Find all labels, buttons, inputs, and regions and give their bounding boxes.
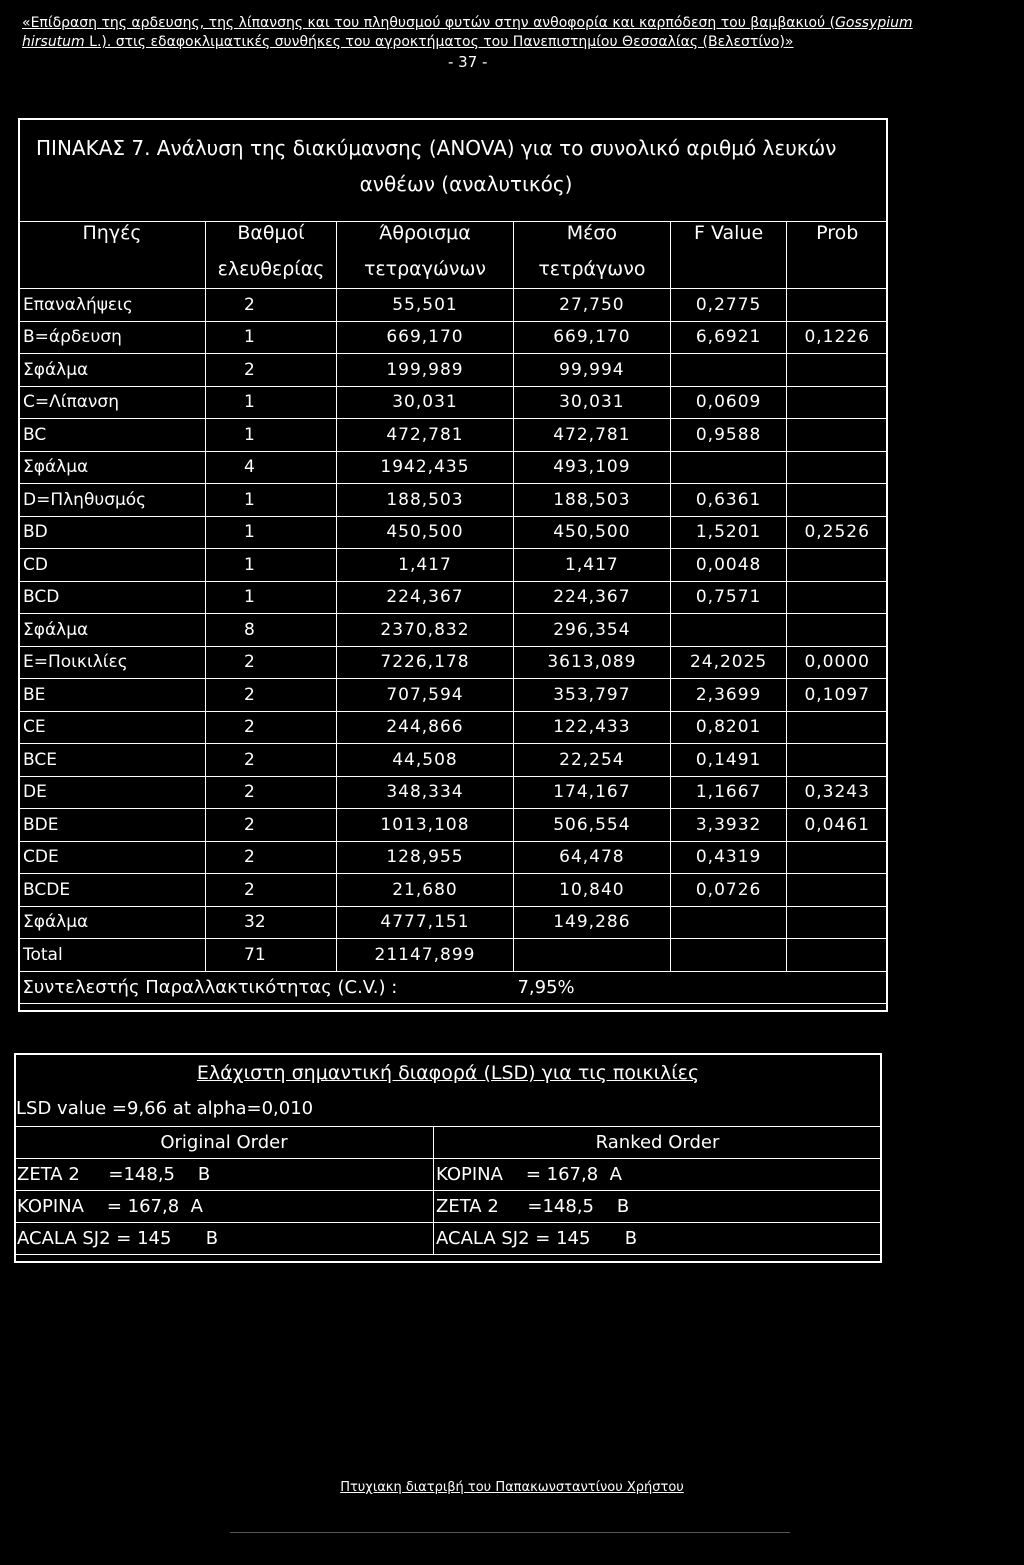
table-caption: [36, 130, 896, 202]
anova-row: [19, 614, 888, 647]
anova-df-cell: 1: [206, 516, 337, 549]
anova-ss-cell: 472,781: [337, 419, 514, 452]
anova-source-cell: C=Λίπανση: [19, 386, 206, 419]
header-ss-2: τετραγώνων: [337, 258, 514, 289]
anova-df-cell: 2: [206, 354, 337, 387]
anova-source-cell: D=Πληθυσμός: [19, 484, 206, 517]
page-footer: Πτυχιακη διατριβή του Παπακωνσταντίνου Χρήστου: [340, 1480, 684, 1495]
anova-ms-cell: 450,500: [513, 516, 670, 549]
anova-row: [19, 939, 888, 972]
anova-row: [19, 906, 888, 939]
header-df: Βαθμοί: [206, 222, 337, 259]
anova-f-cell: [670, 451, 787, 484]
anova-f-cell: 0,4319: [670, 841, 787, 874]
anova-f-cell: 24,2025: [670, 646, 787, 679]
anova-body: [19, 289, 888, 972]
anova-header-row: [19, 222, 888, 259]
anova-row: [19, 874, 888, 907]
anova-header-row-2: [19, 258, 888, 289]
anova-f-cell: 1,5201: [670, 516, 787, 549]
anova-prob-cell: [787, 841, 888, 874]
lsd-orig-cell: KOPINA = 167,8 A: [15, 1191, 434, 1223]
anova-f-cell: [670, 354, 787, 387]
anova-ms-cell: 22,254: [513, 744, 670, 777]
anova-prob-cell: 0,3243: [787, 776, 888, 809]
lsd-row: [15, 1223, 882, 1255]
anova-prob-cell: [787, 906, 888, 939]
anova-prob-cell: 0,0461: [787, 809, 888, 842]
anova-prob-cell: [787, 549, 888, 582]
anova-prob-cell: [787, 419, 888, 452]
anova-ms-cell: 27,750: [513, 289, 670, 322]
anova-prob-cell: [787, 711, 888, 744]
anova-ss-cell: 1,417: [337, 549, 514, 582]
anova-f-cell: 3,3932: [670, 809, 787, 842]
anova-prob-cell: [787, 614, 888, 647]
anova-ss-cell: 199,989: [337, 354, 514, 387]
running-header-line2: hirsutum L.). στις εδαφοκλιματικές συνθήκες του αγροκτήματος του Πανεπιστημίου Θεσσαλίας (Βελεστίνο)»: [22, 34, 794, 50]
header-prob: Prob: [787, 222, 888, 259]
anova-ss-cell: 450,500: [337, 516, 514, 549]
anova-f-cell: 0,7571: [670, 581, 787, 614]
anova-prob-cell: [787, 874, 888, 907]
anova-source-cell: CD: [19, 549, 206, 582]
anova-df-cell: 1: [206, 484, 337, 517]
anova-ms-cell: 99,994: [513, 354, 670, 387]
anova-ss-cell: 348,334: [337, 776, 514, 809]
anova-df-cell: 2: [206, 809, 337, 842]
anova-ss-cell: 2370,832: [337, 614, 514, 647]
anova-f-cell: 2,3699: [670, 679, 787, 712]
anova-ms-cell: 10,840: [513, 874, 670, 907]
anova-f-cell: 0,0048: [670, 549, 787, 582]
lsd-header-row: [15, 1127, 882, 1159]
anova-source-cell: BC: [19, 419, 206, 452]
anova-table: [18, 221, 888, 1004]
anova-ss-cell: 1942,435: [337, 451, 514, 484]
anova-df-cell: 1: [206, 581, 337, 614]
anova-row: [19, 744, 888, 777]
anova-row: [19, 484, 888, 517]
anova-ss-cell: 55,501: [337, 289, 514, 322]
anova-f-cell: 6,6921: [670, 321, 787, 354]
anova-prob-cell: [787, 354, 888, 387]
anova-f-cell: 0,0726: [670, 874, 787, 907]
anova-ms-cell: 669,170: [513, 321, 670, 354]
anova-df-cell: 4: [206, 451, 337, 484]
lsd-ranked-header: Ranked Order: [434, 1127, 882, 1159]
anova-ms-cell: 122,433: [513, 711, 670, 744]
lsd-body: [15, 1159, 882, 1255]
anova-ss-cell: 44,508: [337, 744, 514, 777]
anova-df-cell: 8: [206, 614, 337, 647]
anova-ms-cell: 30,031: [513, 386, 670, 419]
anova-df-cell: 32: [206, 906, 337, 939]
anova-df-cell: 1: [206, 549, 337, 582]
anova-source-cell: DE: [19, 776, 206, 809]
anova-row: [19, 679, 888, 712]
anova-ss-cell: 244,866: [337, 711, 514, 744]
anova-source-cell: B=άρδευση: [19, 321, 206, 354]
anova-ss-cell: 4777,151: [337, 906, 514, 939]
anova-ms-cell: 224,367: [513, 581, 670, 614]
anova-row: [19, 646, 888, 679]
anova-prob-cell: [787, 939, 888, 972]
anova-ms-cell: 3613,089: [513, 646, 670, 679]
cv-label: Συντελεστής Παραλλακτικότητας (C.V.) :: [19, 971, 514, 1004]
lsd-ranked-cell: KOPINA = 167,8 A: [434, 1159, 882, 1191]
anova-ms-cell: 188,503: [513, 484, 670, 517]
anova-ss-cell: 224,367: [337, 581, 514, 614]
header-f: F Value: [670, 222, 787, 259]
anova-df-cell: 1: [206, 419, 337, 452]
anova-row: [19, 321, 888, 354]
anova-df-cell: 2: [206, 679, 337, 712]
anova-df-cell: 2: [206, 841, 337, 874]
header-source-2: [19, 258, 206, 289]
anova-ss-cell: 21,680: [337, 874, 514, 907]
anova-ss-cell: 21147,899: [337, 939, 514, 972]
anova-f-cell: 0,9588: [670, 419, 787, 452]
anova-prob-cell: 0,1226: [787, 321, 888, 354]
anova-row: [19, 386, 888, 419]
anova-f-cell: 0,6361: [670, 484, 787, 517]
anova-row: [19, 711, 888, 744]
anova-prob-cell: [787, 744, 888, 777]
anova-f-cell: 1,1667: [670, 776, 787, 809]
anova-source-cell: BDE: [19, 809, 206, 842]
anova-source-cell: E=Ποικιλίες: [19, 646, 206, 679]
anova-prob-cell: 0,1097: [787, 679, 888, 712]
anova-f-cell: [670, 906, 787, 939]
anova-f-cell: 0,8201: [670, 711, 787, 744]
anova-df-cell: 2: [206, 744, 337, 777]
caption-line1: ΠΙΝΑΚΑΣ 7. Ανάλυση της διακύμανσης (ANOVA) για το συνολικό αριθμό λευκών: [36, 136, 837, 160]
anova-df-cell: 2: [206, 646, 337, 679]
anova-ss-cell: 7226,178: [337, 646, 514, 679]
anova-source-cell: CE: [19, 711, 206, 744]
anova-df-cell: 1: [206, 386, 337, 419]
anova-f-cell: [670, 939, 787, 972]
cv-value: 7,95%: [513, 971, 887, 1004]
anova-source-cell: CDE: [19, 841, 206, 874]
anova-row: [19, 581, 888, 614]
anova-df-cell: 1: [206, 321, 337, 354]
lsd-table: [14, 1126, 882, 1255]
anova-row: [19, 354, 888, 387]
anova-prob-cell: 0,0000: [787, 646, 888, 679]
header-ms: Μέσο: [513, 222, 670, 259]
lsd-row: [15, 1159, 882, 1191]
page-number: - 37 -: [448, 53, 488, 71]
running-header: [22, 14, 1012, 52]
anova-prob-cell: [787, 289, 888, 322]
anova-source-cell: BD: [19, 516, 206, 549]
anova-source-cell: Σφάλμα: [19, 614, 206, 647]
anova-df-cell: 2: [206, 289, 337, 322]
anova-ss-cell: 707,594: [337, 679, 514, 712]
anova-source-cell: BE: [19, 679, 206, 712]
anova-prob-cell: 0,2526: [787, 516, 888, 549]
header-ss: Άθροισμα: [337, 222, 514, 259]
anova-ms-cell: 1,417: [513, 549, 670, 582]
anova-ms-cell: 149,286: [513, 906, 670, 939]
footer-rule: [230, 1532, 790, 1533]
anova-row: [19, 776, 888, 809]
anova-ms-cell: [513, 939, 670, 972]
anova-ms-cell: 472,781: [513, 419, 670, 452]
lsd-row: [15, 1191, 882, 1223]
header-source: Πηγές: [19, 222, 206, 259]
lsd-value: LSD value =9,66 at alpha=0,010: [16, 1098, 314, 1119]
anova-df-cell: 2: [206, 711, 337, 744]
header-ms-2: τετράγωνο: [513, 258, 670, 289]
lsd-ranked-cell: ZETA 2 =148,5 B: [434, 1191, 882, 1223]
anova-source-cell: Επαναλήψεις: [19, 289, 206, 322]
anova-ss-cell: 30,031: [337, 386, 514, 419]
anova-row: [19, 549, 888, 582]
header-prob-2: [787, 258, 888, 289]
anova-source-cell: Σφάλμα: [19, 451, 206, 484]
anova-row: [19, 451, 888, 484]
anova-ms-cell: 64,478: [513, 841, 670, 874]
anova-ms-cell: 174,167: [513, 776, 670, 809]
anova-ss-cell: 1013,108: [337, 809, 514, 842]
caption-line2: ανθέων (αναλυτικός): [359, 172, 573, 196]
anova-df-cell: 2: [206, 776, 337, 809]
lsd-title: Ελάχιστη σημαντική διαφορά (LSD) για τις ποικιλίες: [196, 1062, 700, 1084]
anova-row: [19, 289, 888, 322]
anova-ms-cell: 493,109: [513, 451, 670, 484]
anova-source-cell: BCD: [19, 581, 206, 614]
header-f-2: [670, 258, 787, 289]
anova-source-cell: BCDE: [19, 874, 206, 907]
header-df-2: ελευθερίας: [206, 258, 337, 289]
anova-df-cell: 71: [206, 939, 337, 972]
anova-f-cell: 0,1491: [670, 744, 787, 777]
lsd-orig-cell: ACALA SJ2 = 145 B: [15, 1223, 434, 1255]
anova-ss-cell: 128,955: [337, 841, 514, 874]
anova-ms-cell: 296,354: [513, 614, 670, 647]
anova-prob-cell: [787, 484, 888, 517]
anova-ss-cell: 669,170: [337, 321, 514, 354]
anova-ms-cell: 353,797: [513, 679, 670, 712]
cv-row: [19, 971, 888, 1004]
anova-source-cell: Σφάλμα: [19, 354, 206, 387]
anova-row: [19, 419, 888, 452]
anova-row: [19, 841, 888, 874]
anova-f-cell: 0,0609: [670, 386, 787, 419]
anova-source-cell: Total: [19, 939, 206, 972]
anova-prob-cell: [787, 451, 888, 484]
anova-source-cell: BCE: [19, 744, 206, 777]
anova-row: [19, 516, 888, 549]
anova-ms-cell: 506,554: [513, 809, 670, 842]
anova-ss-cell: 188,503: [337, 484, 514, 517]
anova-f-cell: 0,2775: [670, 289, 787, 322]
anova-f-cell: [670, 614, 787, 647]
anova-prob-cell: [787, 386, 888, 419]
anova-source-cell: Σφάλμα: [19, 906, 206, 939]
lsd-orig-cell: ZETA 2 =148,5 B: [15, 1159, 434, 1191]
running-header-line1: «Επίδραση της αρδευσης, της λίπανσης και του πληθυσμού φυτών στην ανθοφορία και καρπόδεση του βαμβακιού (Gossypium: [22, 15, 913, 31]
lsd-original-header: Original Order: [15, 1127, 434, 1159]
lsd-ranked-cell: ACALA SJ2 = 145 B: [434, 1223, 882, 1255]
anova-df-cell: 2: [206, 874, 337, 907]
anova-row: [19, 809, 888, 842]
anova-prob-cell: [787, 581, 888, 614]
